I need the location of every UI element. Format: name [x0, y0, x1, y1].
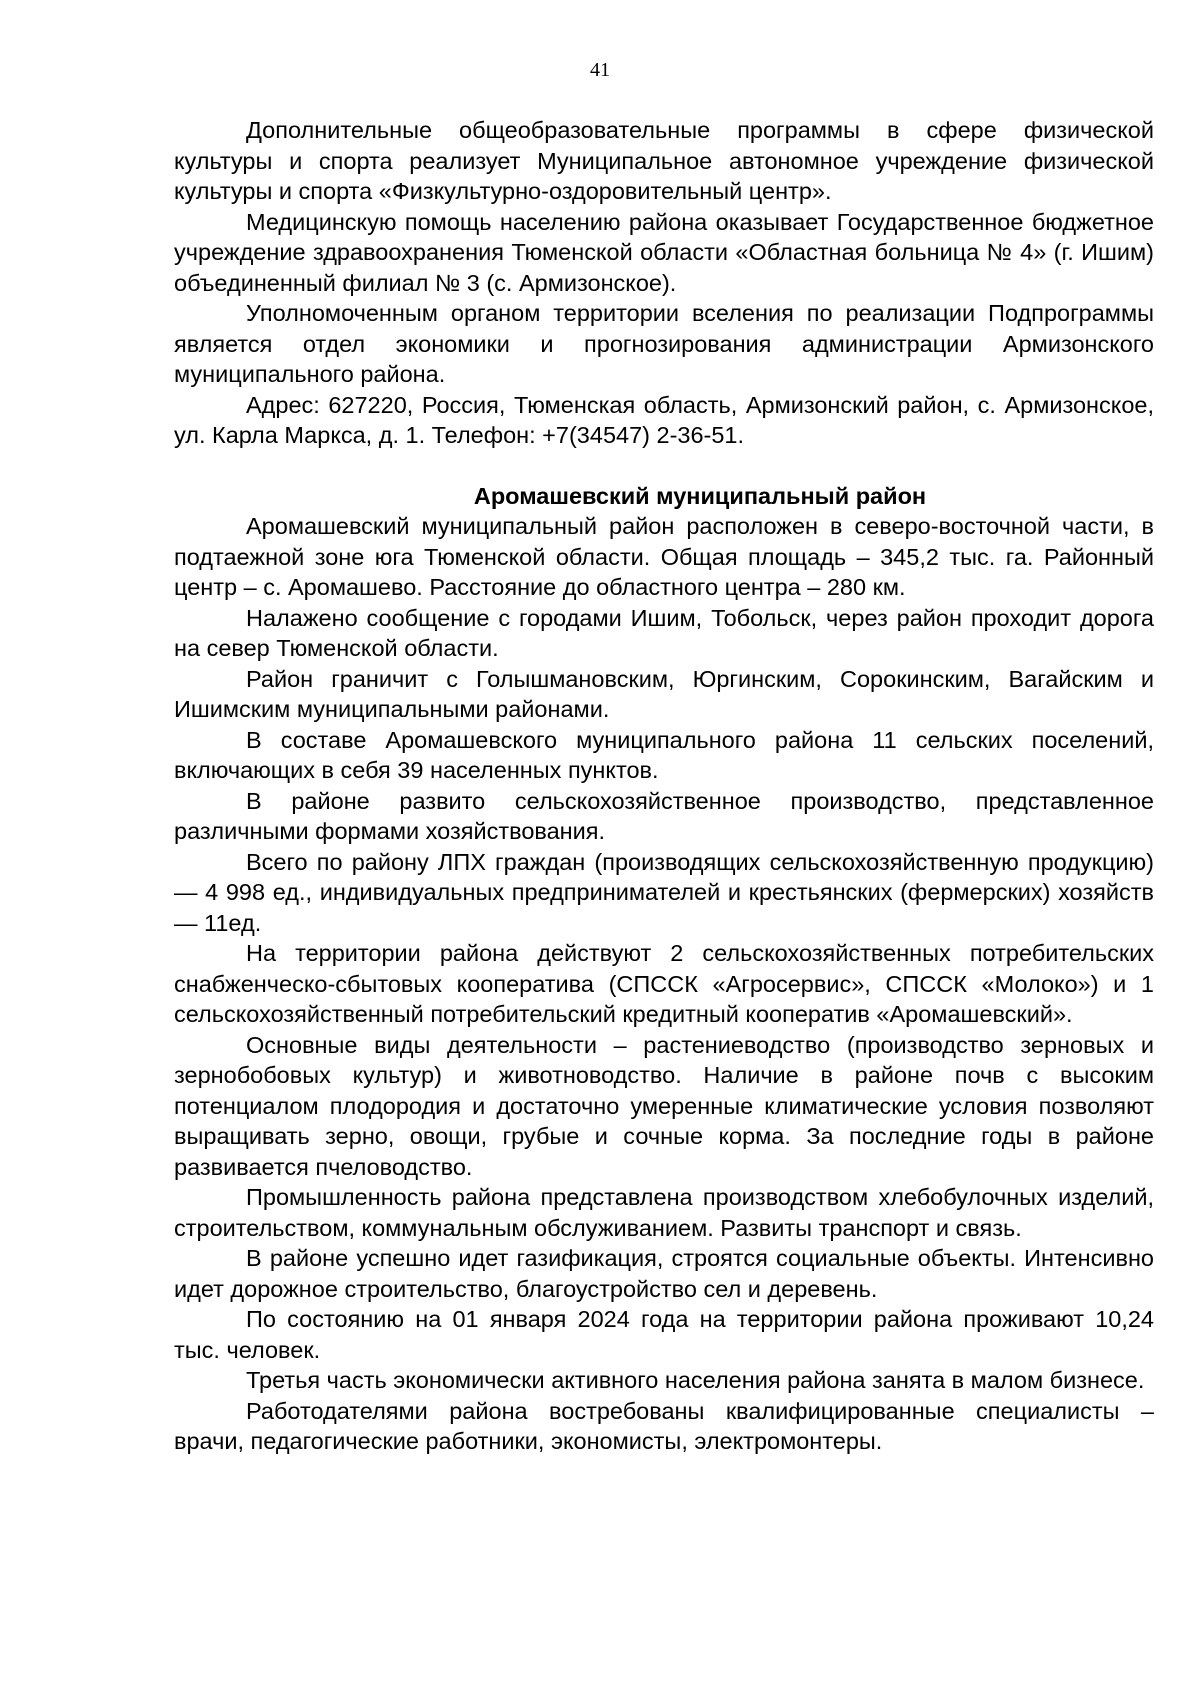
paragraph: Третья часть экономически активного населения района занята в малом бизнесе.: [246, 1367, 1145, 1393]
document-body: [174, 115, 1154, 1457]
paragraph: На территории района действуют 2 сельскохозяйственных потребительских снабженческо-сбытовых кооператива (СПССК «Агросервис», СПССК «Молоко») и 1 сельскохозяйственный потребительский кредитный кооператив «Аромашевский».: [174, 940, 1154, 1027]
paragraph: Налажено сообщение с городами Ишим, Тобольск, через район проходит дорога на север Тюменской области.: [174, 604, 1154, 661]
page-number: 41: [590, 59, 610, 81]
section-heading: Аромашевский муниципальный район: [473, 482, 927, 509]
paragraph: Промышленность района представлена производством хлебобулочных изделий, строительством, коммунальным обслуживанием. Развиты транспорт и связь.: [174, 1184, 1154, 1241]
paragraph: В районе успешно идет газификация, строятся социальные объекты. Интенсивно идет дорожное строительство, благоустройство сел и деревень.: [174, 1245, 1154, 1302]
paragraph: Район граничит с Голышмановским, Юргинским, Сорокинским, Вагайским и Ишимским муниципальными районами.: [174, 665, 1154, 722]
paragraph: По состоянию на 01 января 2024 года на территории района проживают 10,24 тыс. человек.: [174, 1306, 1154, 1363]
paragraph: Уполномоченным органом территории вселения по реализации Подпрограммы является отдел экономики и прогнозирования администрации Армизонского муниципального района.: [174, 300, 1154, 387]
paragraph: В составе Аромашевского муниципального района 11 сельских поселений, включающих в себя 39 населенных пунктов.: [174, 726, 1154, 783]
paragraph: В районе развито сельскохозяйственное производство, представленное различными формами хозяйствования.: [174, 787, 1154, 844]
paragraph: Адрес: 627220, Россия, Тюменская область, Армизонский район, с. Армизонское, ул. Карла Маркса, д. 1. Телефон: +7(34547) 2-36-51.: [174, 391, 1154, 448]
paragraph: Всего по району ЛПХ граждан (производящих сельскохозяйственную продукцию) — 4 998 ед., индивидуальных предпринимателей и крестьянских (фермерских) хозяйств — 11ед.: [174, 848, 1154, 936]
paragraph: Работодателями района востребованы квалифицированные специалисты – врачи, педагогические работники, экономисты, электромонтеры.: [174, 1397, 1154, 1454]
paragraph: Основные виды деятельности – растениеводство (производство зерновых и зернобобовых культур) и животноводство. Наличие в районе почв с высоким потенциалом плодородия и достаточно умеренные климатические условия позволяют выращивать зерно, овощи, грубые и сочные корма. За последние годы в районе развивается пчеловодство.: [174, 1031, 1154, 1180]
paragraph: Медицинскую помощь населению района оказывает Государственное бюджетное учреждение здравоохранения Тюменской области «Областная больница № 4» (г. Ишим) объединенный филиал № 3 (с. Армизонское).: [174, 208, 1154, 296]
paragraph: Дополнительные общеобразовательные программы в сфере физической культуры и спорта реализует Муниципальное автономное учреждение физической культуры и спорта «Физкультурно-оздоровительный центр».: [174, 117, 1154, 204]
paragraph: Аромашевский муниципальный район расположен в северо-восточной части, в подтаежной зоне юга Тюменской области. Общая площадь – 345,2 тыс. га. Районный центр – с. Аромашево. Расстояние до областного центра – 280 км.: [174, 513, 1154, 600]
